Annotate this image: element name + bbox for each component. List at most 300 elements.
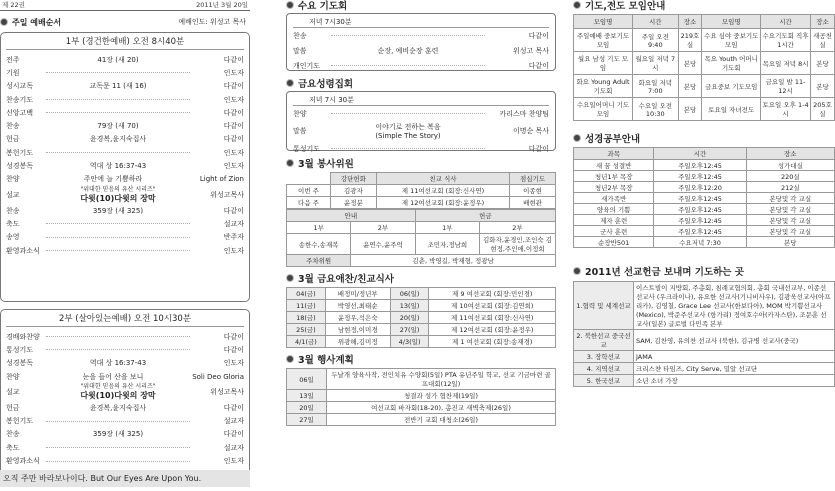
- table-cell: 주일오후12:45: [654, 215, 746, 226]
- table-row: 송한수,송재복 윤연수,윤주억 조민자,정남희 김화자,윤경인,조인숙 김현정,주인애,이정희: [287, 234, 556, 255]
- order-leader: 인도자: [223, 95, 244, 104]
- order-label: 환영과소식: [6, 457, 40, 466]
- table-cell: 청년2부 목장: [574, 182, 654, 193]
- col-header: 강단헌화: [331, 173, 377, 185]
- order-row: [6, 401, 244, 414]
- leader-line: [46, 250, 190, 251]
- issue-number: 제 22권: [2, 1, 25, 9]
- events-table: [286, 368, 556, 426]
- order-label: 봉헌기도: [6, 417, 34, 426]
- order-detail-text: 교독문 11 (새 16): [89, 82, 147, 91]
- table-cell: 주일오후12:45: [654, 193, 746, 204]
- order-detail: [42, 349, 194, 350]
- table-cell: 주일오후12:45: [654, 160, 746, 171]
- table-cell: 화요일 저녁7:00: [633, 75, 679, 98]
- order-leader: 인도자: [223, 162, 244, 171]
- order-detail-text: 주안에 늘 기쁨하라: [83, 175, 143, 184]
- order-leader: 위성고목사: [210, 388, 244, 397]
- usher-table: 안내 헌금 1부 2부 1부 2부 송한수,송재복 윤연수,윤주억 조민자,정남희 김화자,윤경인,조인숙 김현정,주인애,이정희 주차위원 김춘, 박영길, 박재형, 정광남: [286, 209, 556, 267]
- order-detail-text: 359장 (새 325): [92, 430, 144, 439]
- column-info: [573, 0, 835, 491]
- worship-title: 주일 예배순서: [12, 17, 62, 27]
- order-label: 찬양: [6, 372, 20, 381]
- order-row: [6, 454, 244, 467]
- order-detail: [327, 148, 489, 149]
- order-detail: [42, 81, 194, 91]
- order-row: [6, 370, 244, 383]
- order-row: [6, 441, 244, 454]
- col-header: 장소: [811, 15, 835, 29]
- table-cell: 박영선,최태순: [325, 300, 390, 312]
- col-header: 시간: [654, 148, 746, 160]
- table-cell: 윤정우,석은숙: [325, 312, 390, 324]
- table-cell: 수요일어머니 기도 모임: [574, 98, 633, 121]
- friday-time: 저녁 7시 30분: [293, 95, 549, 106]
- order-row: [6, 66, 244, 79]
- table-cell: 본당: [678, 52, 702, 75]
- order-leader: 반주자: [223, 233, 244, 242]
- order-leader: Light of Zion: [199, 175, 244, 184]
- order-row: [293, 28, 549, 43]
- table-cell: 수요저녁 7:30: [654, 237, 746, 248]
- order-detail: [42, 447, 194, 448]
- order-row: [6, 173, 244, 186]
- order-label: 기원: [6, 68, 20, 77]
- order-row: [6, 186, 244, 204]
- order-detail-text: 눈을 들어 산을 보니: [82, 372, 144, 381]
- order-row: [293, 43, 549, 58]
- leader-line: [46, 336, 190, 337]
- table-cell: 11(금): [287, 300, 326, 312]
- bullet-icon: [0, 18, 8, 26]
- table-cell: 본당: [678, 98, 702, 121]
- order-row: [293, 141, 549, 156]
- table-row: [287, 324, 556, 336]
- table-row: [574, 282, 835, 330]
- order-leader: 이명순 목사: [512, 127, 549, 135]
- table-cell: 4/3(일): [390, 336, 429, 348]
- order-label: 축도: [6, 443, 20, 452]
- staff-table: [286, 172, 556, 209]
- order-detail-text: 윤경복,윤지숙집사: [89, 403, 147, 412]
- table-cell: 06일: [287, 369, 327, 390]
- order-row: [6, 217, 244, 230]
- table-cell: 새공천실: [811, 29, 835, 52]
- bullet-icon: [286, 1, 294, 9]
- table-cell: 새가족반: [574, 193, 654, 204]
- table-cell: 토요일 자녀전도: [702, 98, 761, 121]
- leader-line: [46, 99, 190, 100]
- table-cell: 본당및 각 교실: [746, 193, 834, 204]
- order-detail: [42, 383, 194, 401]
- order-detail: [42, 372, 184, 382]
- table-cell: 수요 심야 중보기도모임: [702, 29, 761, 52]
- table-row: [574, 204, 835, 215]
- table-cell: 4. 지역선교: [574, 363, 634, 375]
- table-cell: 27일: [287, 414, 327, 426]
- leader-line: [331, 148, 485, 149]
- friday-title: 금요성령집회: [298, 79, 354, 90]
- leader-line: [46, 152, 190, 153]
- table-cell: 금요일 밤 11-12시: [761, 75, 811, 98]
- order-leader: 다같이: [528, 144, 549, 153]
- table-row: [574, 98, 835, 121]
- order-leader: 다같이: [223, 430, 244, 439]
- table-cell: 목요일 저녁 8시: [761, 52, 811, 75]
- order-label: 환영과소식: [6, 246, 40, 255]
- order-detail: [42, 336, 194, 337]
- order-row: [6, 159, 244, 172]
- order-detail: [42, 72, 194, 73]
- order-detail: [42, 99, 194, 100]
- order-leader: 다같이: [223, 82, 244, 91]
- table-cell: 수요일 오전 10:30: [633, 98, 679, 121]
- table-cell: 주일오후12:45: [654, 226, 746, 237]
- table-row: [574, 160, 835, 171]
- order-detail: [42, 250, 194, 251]
- table-cell: 제자 훈련: [574, 215, 654, 226]
- order-row: [6, 93, 244, 106]
- bullet-icon: [286, 79, 294, 87]
- order-row: [6, 106, 244, 119]
- order-detail: [327, 35, 489, 36]
- bullet-icon: [286, 159, 294, 167]
- order-row: [6, 428, 244, 441]
- order-detail: [42, 186, 194, 204]
- leader-line: [331, 65, 485, 66]
- order-row: [6, 330, 244, 343]
- col-header: 시간: [761, 15, 811, 29]
- worship-preacher: 예배인도: 위성고 목사: [178, 18, 246, 26]
- order-label: 성경봉독: [6, 162, 34, 171]
- order-detail: [42, 237, 194, 238]
- header-row: [574, 15, 835, 29]
- order-label: 성시교독: [6, 82, 34, 91]
- table-cell: 성가대실: [746, 160, 834, 171]
- order-detail: [42, 174, 184, 184]
- table-row: [574, 215, 835, 226]
- col-header: 과목: [574, 148, 654, 160]
- table-row: [574, 237, 835, 248]
- order-detail-text: 다윗(10)다윗의 장막: [80, 391, 156, 401]
- table-cell: 본당및 각 교실: [746, 226, 834, 237]
- fellowship-title: 3월 금요애찬/친교식사: [298, 274, 394, 285]
- order-detail: [327, 65, 489, 66]
- order-leader: 다같이: [528, 61, 549, 70]
- leader-line: [46, 447, 190, 448]
- order-label: 봉헌기도: [6, 148, 34, 157]
- order-detail: [42, 134, 194, 144]
- order-leader: 다같이: [223, 345, 244, 354]
- bullet-icon: [573, 134, 581, 142]
- table-row: [287, 312, 556, 324]
- table-cell: 219호실: [678, 29, 702, 52]
- table-row: 다음 주 윤정분 제 12여선교회 (회장:윤정우) 배현관: [287, 197, 556, 209]
- table-cell: 목요 Youth 어머니 기도회: [702, 52, 761, 75]
- table-cell: 이스트빌이 지방회, 주총회, 침례교협의회, 총회 국내선교부, 이종선선교사 (우크라이나), 유요한 선교사(기니비사우), 김광욱선교사(아프리카), 김영칠, Grace Lee 선교사(한보다아), MOM 박기쁨선교사 (Mexico), 박준주선교사 (항가리) 정여호수아(카자스탄), 조문훈 선교사(일본) 글로벌 다민족 본부: [634, 282, 835, 330]
- order-detail-text: 다윗(10)다윗의 장막: [80, 193, 156, 203]
- order-row: [6, 357, 244, 370]
- order-detail: [42, 206, 194, 216]
- order-leader: 다같이: [528, 31, 549, 40]
- order-leader: 카리스마 찬양팀: [499, 109, 549, 118]
- table-row: [287, 402, 556, 414]
- order-detail: [42, 403, 194, 413]
- order-leader: 다같이: [223, 122, 244, 131]
- table-cell: 여선교회 바자회(18-20), 총진교 새벽축제(26일): [327, 402, 556, 414]
- table-cell: SAM, 김찬영, 유의찬 선교사 (북한), 김규병 선교사(중국): [634, 330, 835, 351]
- order-label: 찬양: [293, 109, 307, 118]
- table-cell: 본당및 각 교실: [746, 204, 834, 215]
- order-row: [6, 231, 244, 244]
- order-detail: [327, 122, 489, 140]
- leader-line: [331, 35, 485, 36]
- order-label: 찬송기도: [6, 95, 34, 104]
- order-detail-text: 역대 상 16:37-43: [89, 162, 147, 171]
- table-cell: 1.협력 및 세계선교: [574, 282, 634, 330]
- order-label: 헌금: [6, 403, 20, 412]
- order-detail-text: 41장 (새 20): [97, 55, 139, 64]
- table-row: [574, 375, 835, 387]
- order-leader: 다같이: [223, 332, 244, 341]
- table-cell: 본당: [811, 52, 835, 75]
- table-cell: 순장반501: [574, 237, 654, 248]
- order-subtitle: (Simple The Story): [375, 132, 441, 140]
- order-row: [6, 53, 244, 66]
- order-detail: [327, 46, 489, 56]
- table-cell: 25(금): [287, 324, 326, 336]
- order-detail: [327, 113, 489, 114]
- table-row: 이번 주 김광자 제 11여선교회 (회장:신사연) 이종현: [287, 185, 556, 197]
- table-cell: 20(일): [390, 312, 429, 324]
- leader-line: [46, 349, 190, 350]
- table-row: [287, 390, 556, 402]
- study-title: 성경공부안내: [585, 134, 641, 145]
- leader-line: [46, 112, 190, 113]
- table-row: [287, 414, 556, 426]
- table-row: 주차위원 김춘, 박영길, 박재형, 정광남: [287, 255, 556, 267]
- table-cell: 크리스챤 타임즈, City Serve, 밀알 선교단: [634, 363, 835, 375]
- footer-motto: 오직 주만 바라보나이다. But Our Eyes Are Upon You.: [0, 470, 250, 487]
- table-cell: 본당및 각 교실: [746, 215, 834, 226]
- table-cell: 배정미/정년부: [325, 288, 390, 300]
- order-row: [6, 414, 244, 427]
- order-detail: [42, 55, 194, 65]
- order-row: [6, 343, 244, 356]
- table-cell: 제 11여선교회 (회장:신사연): [429, 312, 556, 324]
- table-cell: 제 1 여선교회 (회장:송재경): [429, 336, 556, 348]
- table-cell: 4/1(금): [287, 336, 326, 348]
- order-row: [6, 80, 244, 93]
- table-cell: 본당: [811, 75, 835, 98]
- col-header: 점심기도: [510, 173, 556, 185]
- col-header: 장소: [678, 15, 702, 29]
- leader-line: [46, 421, 190, 422]
- table-row: [287, 369, 556, 390]
- table-row: [574, 193, 835, 204]
- table-cell: 두날개 양육사작, 전인치유 수양회(5일) PTA 유년주일 학교, 선교 기금마련 골프대회(12일): [327, 369, 556, 390]
- table-cell: 주일예배 중보기도모임: [574, 29, 633, 52]
- table-row: [574, 226, 835, 237]
- bulletin-header: [0, 0, 250, 9]
- order-leader: 다같이: [223, 55, 244, 64]
- table-cell: 청년1부 목장: [574, 171, 654, 182]
- service1-title: 1부 (경건한예배) 오전 8시40분: [65, 37, 185, 47]
- order-row: [293, 58, 549, 73]
- fellowship-table: [286, 287, 556, 348]
- order-leader: 인도자: [223, 246, 244, 255]
- table-cell: 212실: [746, 182, 834, 193]
- table-cell: 27(일): [390, 324, 429, 336]
- order-label: 송영: [6, 233, 20, 242]
- table-cell: 220실: [746, 171, 834, 182]
- bulletin-date: 2011년 3월 20일: [196, 1, 248, 9]
- order-label: 찬송: [6, 430, 20, 439]
- events-title: 3월 행사계획: [298, 355, 354, 366]
- leader-line: [46, 237, 190, 238]
- worship-heading: [0, 15, 250, 29]
- table-cell: 04(금): [287, 288, 326, 300]
- col-header: 친교 식사: [376, 173, 509, 185]
- order-leader: 인도자: [223, 148, 244, 157]
- table-row: [287, 288, 556, 300]
- order-leader: 위성고 목사: [512, 46, 549, 55]
- table-cell: 5. 한국선교: [574, 375, 634, 387]
- order-label: 찬송: [293, 31, 307, 40]
- order-row: [6, 244, 244, 257]
- column-worship: [0, 0, 250, 491]
- order-detail: [42, 121, 194, 131]
- missions-title: 2011년 선교헌금 보내며 기도하는 곳: [585, 267, 744, 278]
- col-header: 모임명: [574, 15, 633, 29]
- col-header: 시간: [633, 15, 679, 29]
- order-detail-text: 순장, 예비순장 훈련: [377, 46, 439, 55]
- order-row: [6, 383, 244, 401]
- table-cell: 전반기 교회 대청소(26일): [327, 414, 556, 426]
- order-detail-text: 역대 상 16:37-43: [89, 359, 147, 368]
- table-cell: 주일오후12:45: [654, 204, 746, 215]
- order-row: [293, 121, 549, 141]
- order-row: [293, 106, 549, 121]
- table-cell: 13(일): [390, 300, 429, 312]
- order-leader: 다같이: [223, 403, 244, 412]
- header-row: [574, 148, 835, 160]
- friday-box: [286, 91, 556, 151]
- table-cell: 남현정,이미경: [325, 324, 390, 336]
- order-detail: [42, 112, 194, 113]
- table-cell: 205호실: [811, 98, 835, 121]
- order-leader: 인도자: [223, 457, 244, 466]
- order-leader: Soli Deo Gloria: [192, 372, 244, 381]
- table-row: [287, 300, 556, 312]
- order-subtitle: "위대한 믿음의 유산 시리즈": [80, 185, 156, 193]
- table-row: [574, 182, 835, 193]
- order-label: 신앙고백: [6, 108, 34, 117]
- order-label: 전주: [6, 55, 20, 64]
- col-header: 장소: [746, 148, 834, 160]
- table-cell: 군사 훈련: [574, 226, 654, 237]
- order-label: 축도: [6, 219, 20, 228]
- table-row: [574, 363, 835, 375]
- order-detail: [42, 421, 194, 422]
- table-cell: 20일: [287, 402, 327, 414]
- order-leader: 다같이: [223, 135, 244, 144]
- bullet-icon: [573, 267, 581, 275]
- order-label: 설교: [6, 190, 20, 199]
- table-cell: 2. 북한선교 중국선교: [574, 330, 634, 351]
- table-cell: 수요기도회 직후 1시간: [761, 29, 811, 52]
- order-detail: [42, 161, 194, 171]
- bullet-icon: [286, 355, 294, 363]
- prayer-title: 기도,전도 모임안내: [585, 1, 666, 12]
- order-leader: 위성고목사: [210, 190, 244, 199]
- order-detail: [42, 358, 194, 368]
- missions-table: [573, 281, 835, 387]
- table-cell: 새 꿈 성결반: [574, 160, 654, 171]
- wednesday-title: 수요 기도회: [298, 1, 348, 12]
- bullet-icon: [286, 274, 294, 282]
- table-cell: 주일 오전 9:40: [633, 29, 679, 52]
- leader-line: [46, 461, 190, 462]
- order-label: 헌금: [6, 135, 20, 144]
- order-row: [6, 204, 244, 217]
- table-row: [574, 29, 835, 52]
- order-detail-text: 79장 (새 70): [97, 122, 139, 131]
- order-detail-text: 윤경복,윤지숙집사: [89, 135, 147, 144]
- table-cell: 본당: [746, 237, 834, 248]
- order-label: 통성기도: [6, 345, 34, 354]
- order-label: 말씀: [293, 46, 307, 55]
- table-cell: 제 12여선교회 (회장:윤정우): [429, 324, 556, 336]
- wednesday-box: [286, 13, 556, 71]
- table-cell: 위광해,김미정: [325, 336, 390, 348]
- table-row: [574, 75, 835, 98]
- order-row: [6, 133, 244, 146]
- table-cell: 토요일 오후 1-4시: [761, 98, 811, 121]
- table-row: [574, 351, 835, 363]
- table-cell: 월요일 저녁 7시: [633, 52, 679, 75]
- leader-line: [331, 113, 485, 114]
- order-detail: [42, 223, 194, 224]
- table-row: [574, 171, 835, 182]
- wednesday-time: 저녁 7시30분: [293, 17, 549, 28]
- table-cell: 13일: [287, 390, 327, 402]
- table-cell: 3. 장학선교: [574, 351, 634, 363]
- order-leader: 다같이: [223, 206, 244, 215]
- bullet-icon: [573, 1, 581, 9]
- table-cell: 06(일): [390, 288, 429, 300]
- order-label: 경배와찬양: [6, 332, 40, 341]
- order-label: 성경봉독: [6, 359, 34, 368]
- order-detail: [42, 429, 194, 439]
- order-detail: [42, 461, 194, 462]
- order-label: 통성기도: [293, 144, 321, 153]
- order-leader: 설교자: [223, 219, 244, 228]
- order-row: [6, 146, 244, 159]
- order-label: 개인기도: [293, 61, 321, 70]
- prayer-table: [573, 14, 835, 121]
- table-cell: JAMA: [634, 351, 835, 363]
- table-cell: 소년 소녀 가장: [634, 375, 835, 387]
- table-row: [287, 336, 556, 348]
- table-cell: 본당: [678, 75, 702, 98]
- leader-line: [46, 223, 190, 224]
- order-detail-text: 이야기로 전하는 복음: [375, 123, 441, 131]
- order-leader: 인도자: [223, 359, 244, 368]
- table-cell: 양육의 기쁨: [574, 204, 654, 215]
- table-cell: 청결과 성가 협찬제(19일): [327, 390, 556, 402]
- order-leader: 설교자: [223, 443, 244, 452]
